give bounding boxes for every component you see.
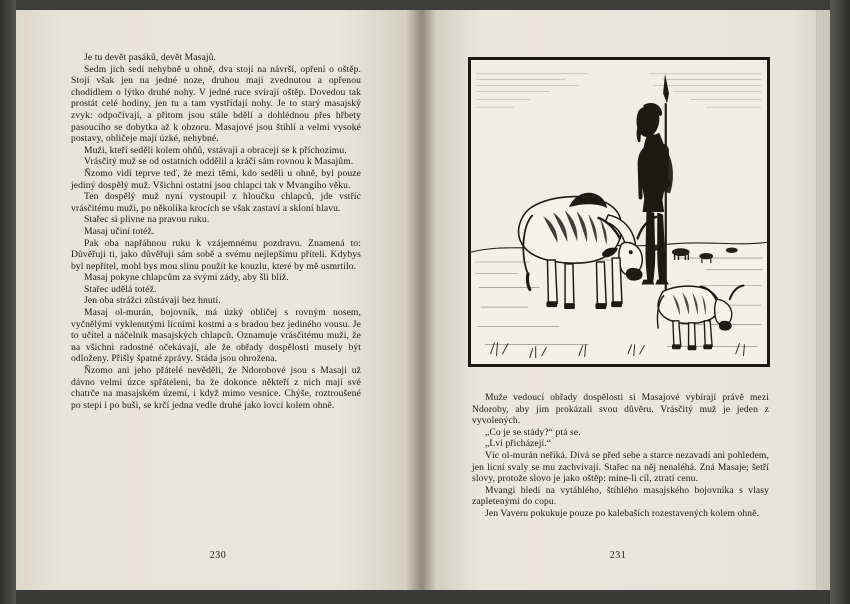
paragraph: Ňzomo ani jeho přátelé nevěděli, že Ndorobové jsou s Masaji už dávno velmi úzce spřáteleni, ba že dokonce někteří z nich mají své chatrče na masajském území, i když mimo vesnice. Chýše, roztroušené po stepi i po buši, se krčí jedna vedle druhé jako lovci kolem ohně.	[71, 365, 361, 411]
paragraph: Sedm jich sedí nehybně u ohně, dva stojí na návrší, opřeni o oštěp. Stojí však jen na jedné noze, druhou mají zvednutou a opřenou chodidlem o lýtko druhé nohy. V jedné ruce svírají oštěp. Dovedou tak prostát celé hodiny, jen tu a tam vystřídají nohy. Je to starý masajský zvyk: odpočívají, a přitom jsou stále bdělí a dohlédnou přes hřbety pasoucího se dobytka až k obzoru. Masajové jsou štíhlí a velmi vysoké postavy, obličeje mají úzké, nehybné.	[71, 63, 361, 145]
paragraph: Víc ol-murán neříká. Dívá se před sebe a starce nezavadí ani pohledem, jen lícní svaly se mu zachvívají. Stařec na něj nenaléhá. Zná Masaje; šetří slovy, protože slovo je jako oštěp: mine-li cíl, ztratí cenu.	[472, 449, 769, 485]
paragraph: Masaj učiní totéž.	[84, 225, 155, 237]
page-number-left: 230	[209, 550, 227, 561]
right-page	[420, 10, 830, 590]
paragraph: Mvangi hledí na vytáhlého, štíhlého masajského bojovníka s vlasy zapletenými do copu.	[472, 484, 769, 508]
paragraph: „Lvi přicházejí.“	[485, 438, 552, 450]
right-page-text-column	[472, 392, 769, 520]
masai-warrior-with-cattle-illustration	[468, 57, 770, 367]
paragraph: Masaj ol-murán, bojovník, má úzký obličej s rovným nosem, vyčnělými vyklenutými lícními kostmi a s bradou bez jediného vousu. Je to učitel a náčelník masajských chlapců. Oznamuje vrásčitému muži, že na všichni radostné očekávají, ale že obřady dospělosti musely být odloženy. Přišly špatné zprávy. Stáda jsou ohrožena.	[71, 307, 361, 365]
paragraph: Ňzomo vidí teprve teď, že mezi těmi, kdo seděli u ohně, byl pouze jediný dospělý muž. Všichni ostatní jsou chlapci tak v Mvangiho věku.	[71, 167, 361, 191]
paragraph: Jen Vaveru pokukuje pouze po kalebaších rozestavených kolem ohně.	[485, 507, 760, 519]
page-number-right: 231	[609, 550, 627, 561]
paragraph: Muži, kteří seděli kolem ohňů, vstávají a obracejí se k příchozímu.	[84, 144, 347, 156]
background-top	[0, 0, 850, 10]
paragraph: Muže vedoucí obřady dospělosti si Masajové vybírají právě mezi Ndoroby, aby jim prokázali svou důvěru. Vrásčitý muž je jeden z vyvolených.	[472, 392, 769, 427]
left-page-text-column	[71, 52, 361, 411]
book-spread	[16, 10, 830, 590]
paragraph: Jen oba strážci zůstávají bez hnutí.	[84, 295, 221, 307]
paragraph: Ten dospělý muž nyní vystoupil z hloučku chlapců, jde vstříc vrásčitému muži, po několika krocích se však zastaví a skloní hlavu.	[71, 191, 361, 214]
left-page	[16, 10, 420, 590]
background-right	[830, 0, 850, 604]
paragraph: Je tu devět pasáků, devět Masajů.	[84, 52, 216, 63]
paragraph: Pak oba napřáhnou ruku k vzájemnému pozdravu. Znamená to: Důvěřuji ti, jako důvěřuji sám sobě a svému nejlepšímu příteli. Kdybys byl nepřítel, mohl bys mou slinu použít ke kouzlu, které by mě usmrtilo.	[71, 237, 361, 272]
paragraph: Vrásčitý muž se od ostatních oddělil a kráčí sám rovnou k Masajům.	[84, 156, 354, 168]
page-edge	[816, 10, 830, 590]
background-left	[0, 0, 16, 604]
paragraph: „Co je se stády?“ ptá se.	[485, 426, 581, 438]
paragraph: Stařec udělá totéž.	[84, 283, 157, 295]
background-bottom	[0, 590, 850, 604]
paragraph: Masaj pokyne chlapcům za svými zády, aby šli blíž.	[84, 272, 289, 284]
paragraph: Stařec si plivne na pravou ruku.	[84, 214, 210, 226]
